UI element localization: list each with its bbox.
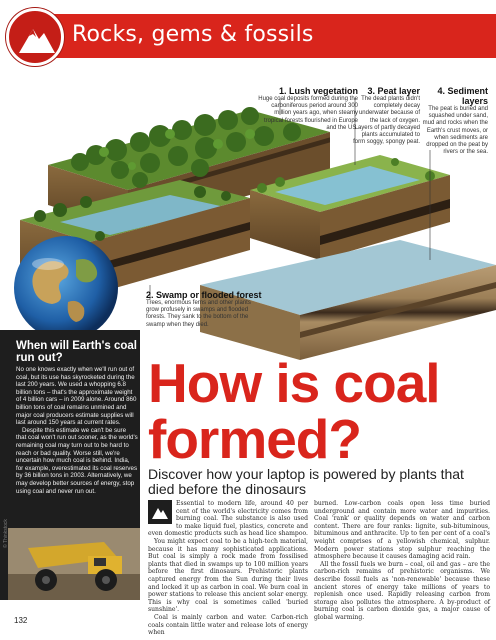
sidebar-body xyxy=(16,366,138,495)
article-paragraph: You might expect coal to be a high-tech material, because it has many sophisticated applications. But coal is simply a rock made from fossilised plants that died in swamps up to 100 million years before the first dinosaurs. Prehistoric plants captured energy from the Sun during their lives and locked it up as carbon in coal. We burn coal in power stations to release this ancient solar energy. This is why coal is sometimes called 'buried sunshine'. xyxy=(148,537,308,614)
mountain-icon xyxy=(17,21,57,55)
callout-lush-title: 1. Lush vegetation xyxy=(278,86,358,96)
section-title: Rocks, gems & fossils xyxy=(72,22,314,47)
section-logo xyxy=(6,8,64,66)
callout-swamp-title: 2. Swamp or flooded forest xyxy=(146,290,262,300)
article-standfirst: Discover how your laptop is powered by plants that died before the dinosaurs xyxy=(148,466,464,497)
article-paragraph: All the fossil fuels we burn – coal, oil and gas – are the carbon-rich remains of prehistoric organisms. We describe fossil fuels as 'non-renewable' because these ancient stores of energy take millions of years to replenish once used. Rapidly releasing carbon from storage also pollutes the atmosphere. A by-product of burning coal is carbon dioxide gas, a major cause of global warming. xyxy=(314,560,490,621)
sidebar-paragraph: No one knows exactly when we'll run out of coal, but its use has skyrocketed during the last 200 years. We used a whopping 6.8 billion tons – that's the approximate weight of 4 billion cars – in 2009 alone. Around 860 billion tons of coal remains unmined and major coal producers estimate supplies will last around 150 years at current rates. xyxy=(16,366,137,427)
callout-sediment-text: The peat is buried and squashed under sand, mud and rocks when the Earth's crust moves, or when sediments are dropped on the peat by rivers or the sea. xyxy=(422,106,488,156)
article-paragraph: Essential to modern life, around 40 per cent of the world's electricity comes from burning coal. The substance is also used to make liquid fuel, plastics, concrete and even domestic products such as head lice shampoo. xyxy=(148,500,308,538)
callout-swamp-text: Trees, enormous ferns and other plants grow profusely in swamps and flooded forests. They sank to the bottom of the swamp when they died. xyxy=(146,300,251,328)
article-paragraph: Coal is mainly carbon and water. Carbon-rich coals contain little water and release lots of energy when xyxy=(148,613,308,637)
callout-lush-vegetation xyxy=(258,86,358,132)
coal-truck-image xyxy=(8,528,140,600)
callout-peat-text: The dead plants didn't completely decay underwater because of the lack of oxygen. Layers of partly decayed plants accumulated to form soggy, spongy peat. xyxy=(353,96,420,146)
article-column-1 xyxy=(148,500,308,637)
mountain-icon xyxy=(148,500,172,524)
callout-lush-text: Huge coal deposits formed during the carboniferous period around 300 million years ago, when steamy tropical forests flourished in Europe and the US. xyxy=(258,96,358,131)
earth-globe-image xyxy=(6,230,126,340)
callout-peat-title: 3. Peat layer xyxy=(367,86,420,96)
article-column-2 xyxy=(314,500,490,622)
callout-sediment-layers xyxy=(420,86,488,156)
callout-sediment-title: 4. Sediment layers xyxy=(437,86,488,106)
section-banner xyxy=(0,0,496,70)
sidebar-title: When will Earth's coal run out? xyxy=(16,340,137,364)
callout-swamp xyxy=(146,290,262,329)
callout-peat-layer xyxy=(352,86,420,146)
photo-credit: © Thinkstock xyxy=(3,519,9,548)
sidebar-paragraph: Despite this estimate we can't be sure that coal won't run out sooner, as the world's remaining coal may turn out to be hard to reach or bad quality. Worse still, we're uncertain how much coal is behind. India, for example, overestimated its coal reserves by 36 billion tons in 2003. Alternatively, we may develop better sources of energy, stop using coal and never run out. xyxy=(16,426,138,495)
page-number: 132 xyxy=(14,616,28,625)
article-paragraph: burned. Low-carbon coals open less time buried underground and contain more water and impurities. Coal 'rank' or quality depends on water and carbon content. There are four ranks: lignite, sub-bituminous, bituminous and anthracite. Up to ten per cent of a coal's weight comprises of a yellowish chemical, sulphur. Modern power stations stop sulphur reaching the atmosphere because it causes damaging acid rain. xyxy=(314,500,490,561)
article-headline: How is coal formed? xyxy=(148,352,440,470)
